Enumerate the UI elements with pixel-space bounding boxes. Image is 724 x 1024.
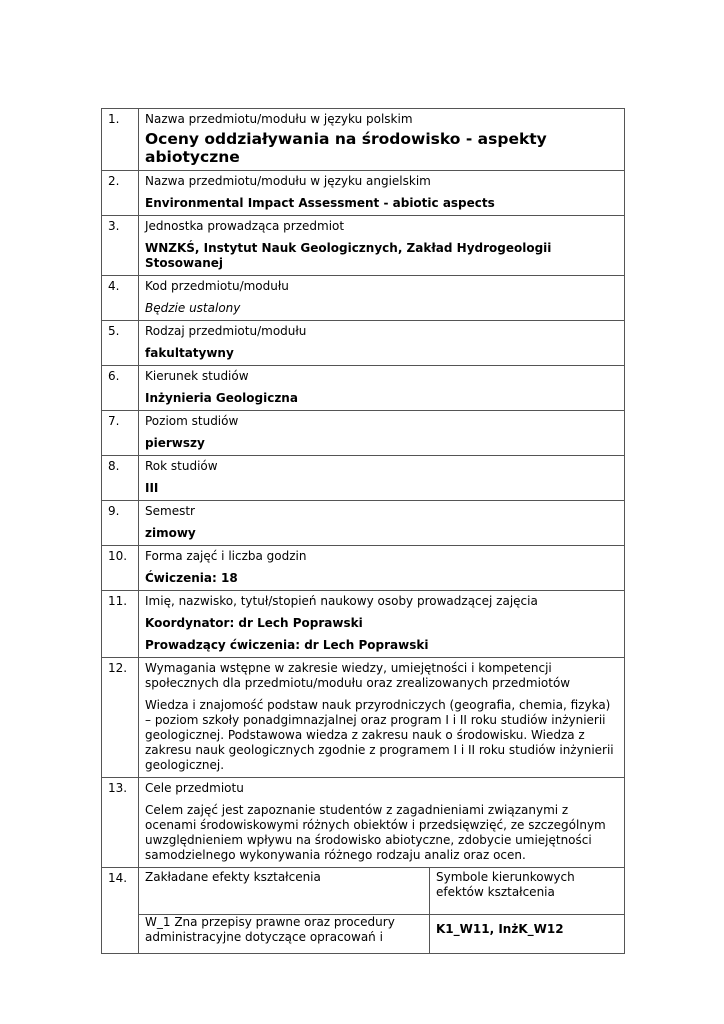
row-number: 11. [102,591,139,658]
learning-outcomes-header: Zakładane efekty kształcenia [139,868,430,915]
outcome-symbols: K1_W11, InżK_W12 [430,915,625,954]
row-number: 9. [102,501,139,546]
field-label: Forma zajęć i liczba godzin [145,549,307,563]
table-row [102,366,625,411]
row-number: 7. [102,411,139,456]
course-objectives-text: Celem zajęć jest zapoznanie studentów z zagadnieniami związanymi z ocenami środowiskowymi różnych obiektów i przedsięwzięć, ze szczególnym uwzględnieniem wpływu na środowisko abiotyczne, zdobycie umiejętności samodzielnego wykonywania różnego rodzaju analiz oraz ocen. [145,803,606,862]
table-row [102,591,625,658]
field-label: Nazwa przedmiotu/modułu w języku polskim [145,112,413,126]
table-row [102,321,625,366]
course-type: fakultatywny [145,346,234,360]
course-name-en: Environmental Impact Assessment - abiotic aspects [145,196,495,210]
class-form-hours: Ćwiczenia: 18 [145,571,238,585]
syllabus-table [101,108,625,954]
table-row [102,171,625,216]
field-label: Cele przedmiotu [145,781,244,795]
table-row [102,778,625,868]
symbols-header: Symbole kierunkowych efektów kształcenia [430,868,625,915]
field-of-study: Inżynieria Geologiczna [145,391,298,405]
field-label: Kierunek studiów [145,369,249,383]
row-number: 8. [102,456,139,501]
study-year: III [145,481,159,495]
row-number: 3. [102,216,139,276]
row-number: 5. [102,321,139,366]
row-number: 4. [102,276,139,321]
table-row [102,411,625,456]
unit-value: WNZKŚ, Instytut Nauk Geologicznych, Zakład Hydrogeologii Stosowanej [145,241,552,270]
learning-outcome-w1: W_1 Zna przepisy prawne oraz procedury administracyjne dotyczące opracowań i [139,915,430,954]
table-row [102,456,625,501]
table-row [102,658,625,778]
study-level: pierwszy [145,436,205,450]
row-number: 14. [102,868,139,954]
row-number: 6. [102,366,139,411]
table-row [102,216,625,276]
table-row [102,868,625,915]
field-label: Imię, nazwisko, tytuł/stopień naukowy osoby prowadzącej zajęcia [145,594,538,608]
semester: zimowy [145,526,196,540]
coordinator: Koordynator: dr Lech Poprawski [145,616,363,630]
field-label: Kod przedmiotu/modułu [145,279,289,293]
row-number: 1. [102,109,139,171]
course-code: Będzie ustalony [145,301,241,315]
prerequisites-text: Wiedza i znajomość podstaw nauk przyrodniczych (geografia, chemia, fizyka) – poziom szkoły ponadgimnazjalnej oraz program I i II roku studiów inżynierii geologicznej. Podstawowa wiedza z zakresu nauk o środowisku. Wiedza z zakresu nauk geologicznych zgodnie z programem I i II roku studiów inżynierii geologicznej. [145,698,614,772]
instructor: Prowadzący ćwiczenia: dr Lech Poprawski [145,638,429,652]
field-label: Poziom studiów [145,414,239,428]
table-row [102,501,625,546]
table-row [102,109,625,171]
field-label: Rodzaj przedmiotu/modułu [145,324,307,338]
course-name-pl: Oceny oddziaływania na środowisko - aspekty abiotyczne [145,130,547,166]
field-label: Rok studiów [145,459,218,473]
field-label: Nazwa przedmiotu/modułu w języku angielskim [145,174,431,188]
field-label: Semestr [145,504,195,518]
table-row [102,276,625,321]
row-number: 12. [102,658,139,778]
row-number: 2. [102,171,139,216]
row-number: 10. [102,546,139,591]
row-number: 13. [102,778,139,868]
table-row [102,915,625,954]
field-label: Wymagania wstępne w zakresie wiedzy, umiejętności i kompetencji społecznych dla przedmiotu/modułu oraz zrealizowanych przedmiotów [145,661,571,690]
field-label: Jednostka prowadząca przedmiot [145,219,345,233]
table-row [102,546,625,591]
